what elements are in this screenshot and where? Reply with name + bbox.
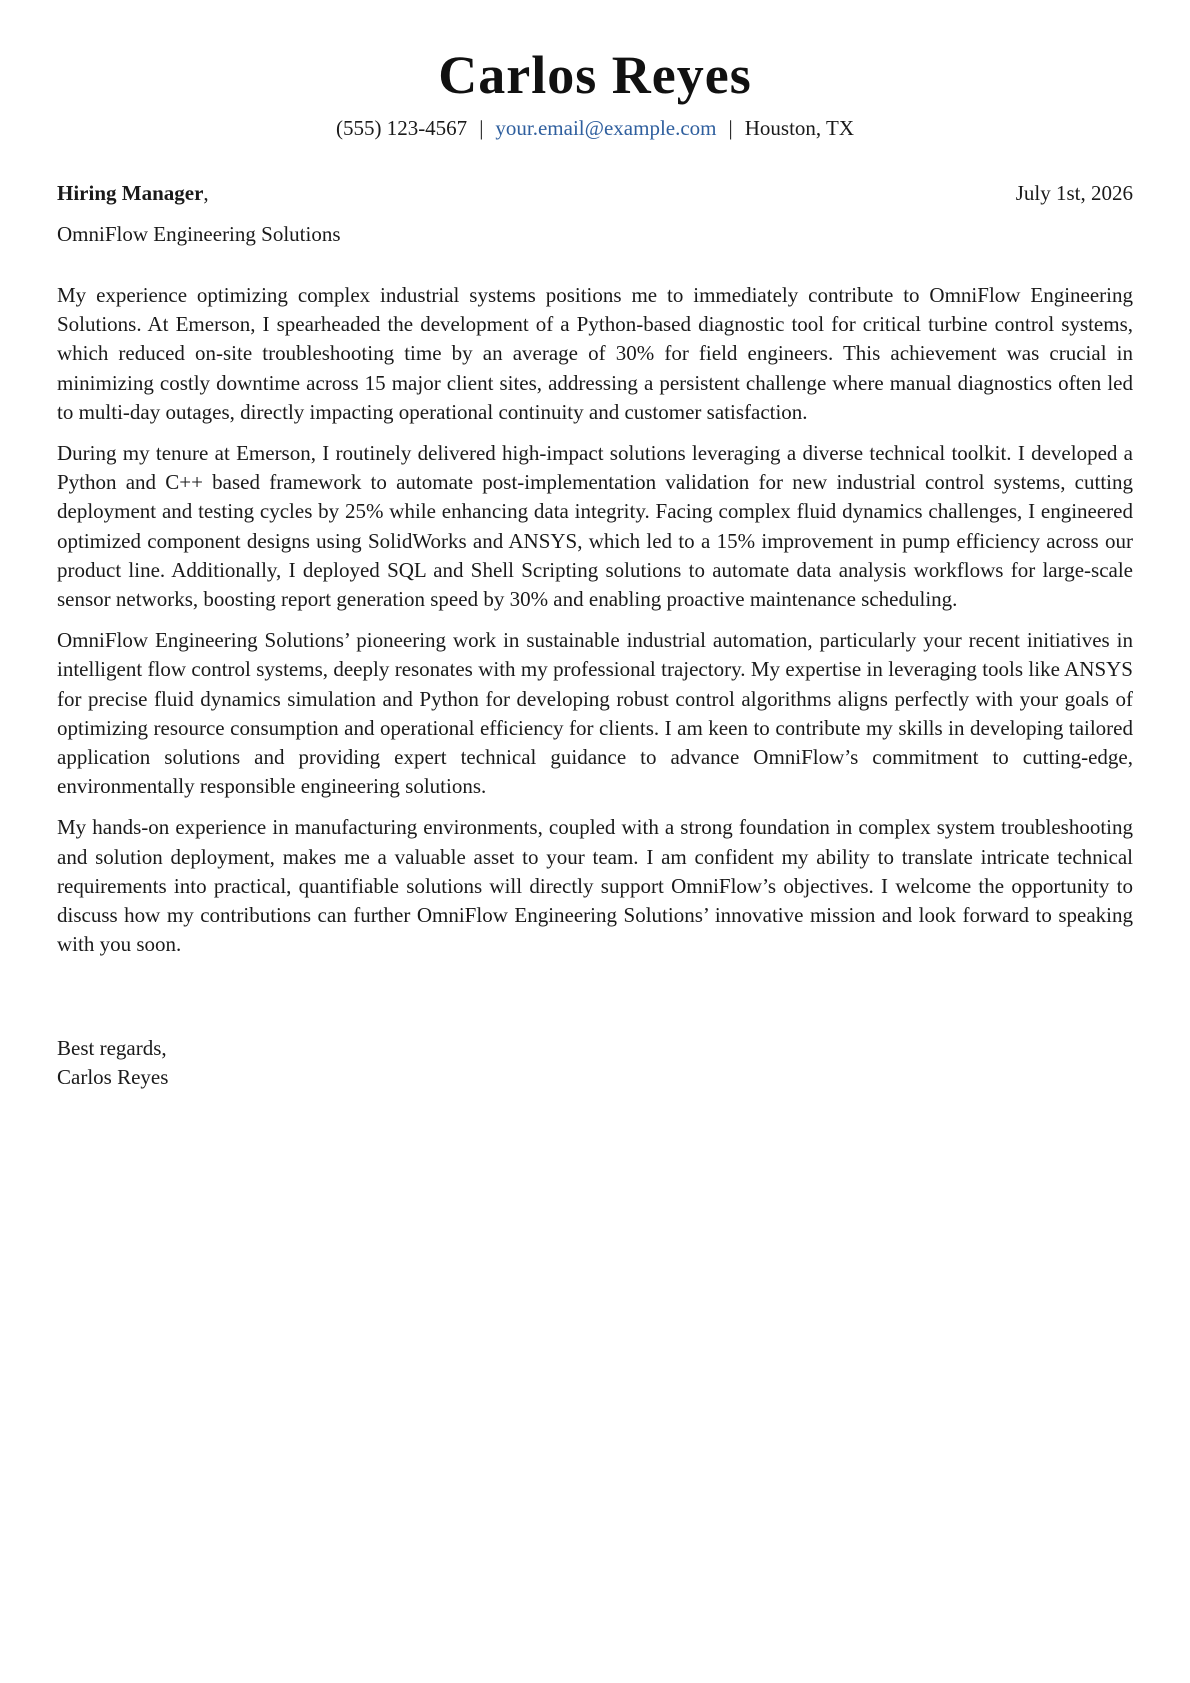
body-paragraph: My hands-on experience in manufacturing environments, coupled with a strong foundation in complex system troubleshooting and solution deployment, makes me a valuable asset to your team. I am confident my ability to translate intricate technical requirements into practical, quantifiable solutions will directly support OmniFlow’s objectives. I welcome the opportunity to discuss how my contributions can further OmniFlow Engineering Solutions’ innovative mission and look forward to speaking with you soon.: [57, 815, 1133, 957]
recipient-row: [57, 179, 1133, 207]
recipient-company: OmniFlow Engineering Solutions: [57, 222, 341, 246]
letter-body: [57, 281, 1133, 971]
body-paragraph: My experience optimizing complex industrial systems positions me to immediately contribute to OmniFlow Engineering Solutions. At Emerson, I spearheaded the development of a Python-based diagnostic tool for critical turbine control systems, which reduced on-site troubleshooting time by an average of 30% for field engineers. This achievement was crucial in minimizing costly downtime across 15 major client sites, addressing a persistent challenge where manual diagnostics often led to multi-day outages, directly impacting operational continuity and customer satisfaction.: [57, 283, 1133, 424]
body-paragraph: During my tenure at Emerson, I routinely delivered high-impact solutions leveraging a diverse technical toolkit. I developed a Python and C++ based framework to automate post-implementation validation for new industrial control systems, cutting deployment and testing cycles by 25% while enhancing data integrity. Facing complex fluid dynamics challenges, I engineered optimized component designs using SolidWorks and ANSYS, which led to a 15% improvement in pump efficiency across our product line. Additionally, I deployed SQL and Shell Scripting solutions to automate data analysis workflows for large-scale sensor networks, boosting report generation speed by 30% and enabling proactive maintenance scheduling.: [57, 441, 1133, 612]
salutation: [57, 179, 209, 207]
phone-number: (555) 123-4567: [335, 116, 468, 140]
signature-name: Carlos Reyes: [57, 1065, 169, 1090]
sign-off: Best regards,: [57, 1036, 167, 1060]
contact-line: [57, 114, 1133, 142]
body-paragraph: OmniFlow Engineering Solutions’ pioneering work in sustainable industrial automation, particularly your recent initiatives in intelligent flow control systems, deeply resonates with my professional trajectory. My expertise in leveraging tools like ANSYS for precise fluid dynamics simulation and Python for developing robust control algorithms aligns perfectly with your goals of optimizing resource consumption and operational efficiency for clients. I am keen to contribute my skills in developing tailored application solutions and providing expert technical guidance to advance OmniFlow’s commitment to cutting-edge, environmentally responsible engineering solutions.: [57, 628, 1133, 799]
location: Houston, TX: [744, 116, 855, 140]
closing: [57, 1034, 168, 1092]
contact-separator: |: [479, 116, 484, 140]
salutation-suffix: ,: [203, 181, 209, 205]
letter-date: July 1st, 2026: [1015, 181, 1133, 205]
contact-separator: |: [728, 116, 733, 140]
salutation-name: Hiring Manager: [57, 181, 204, 205]
email-link[interactable]: your.email@example.com: [495, 116, 717, 140]
applicant-name: Carlos Reyes: [438, 45, 752, 105]
